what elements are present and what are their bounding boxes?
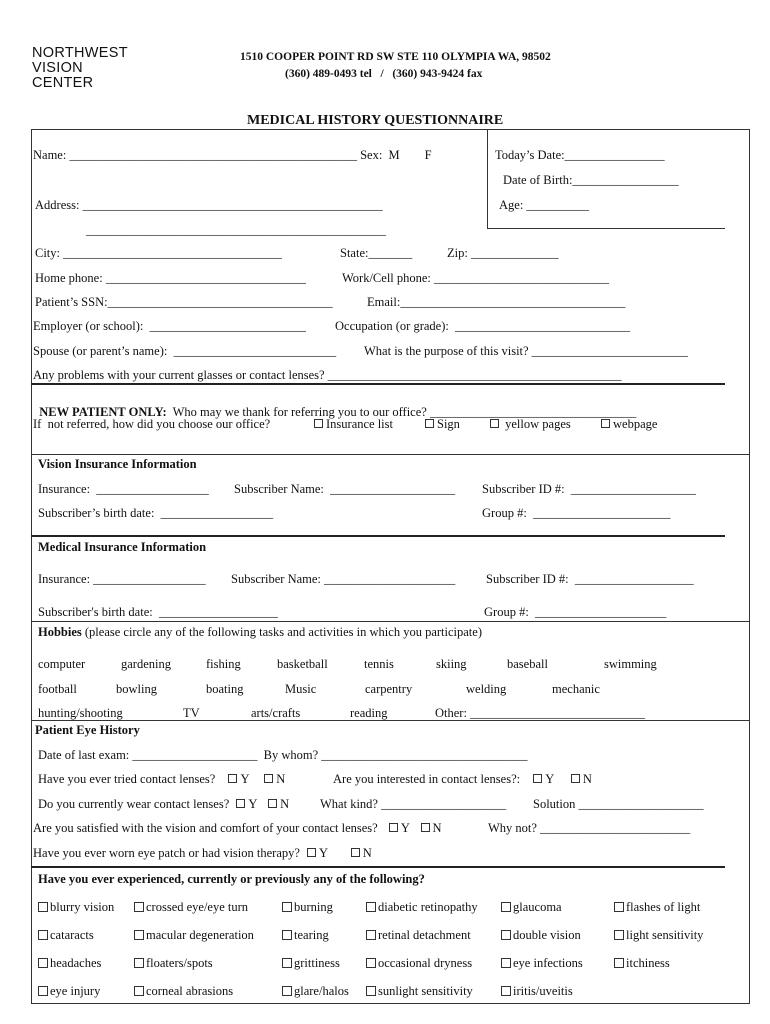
wear-contacts-question xyxy=(38,798,289,811)
home-phone-field[interactable]: Home phone: ________________________________ xyxy=(35,271,306,285)
checkbox-icon[interactable] xyxy=(38,986,48,996)
hobby-option[interactable]: skiing xyxy=(436,657,467,671)
yes-option[interactable] xyxy=(228,772,249,786)
condition-checkbox[interactable] xyxy=(134,957,213,970)
condition-label: cataracts xyxy=(50,928,94,942)
condition-checkbox[interactable] xyxy=(282,929,329,942)
satisfied-question xyxy=(33,822,442,835)
hobbies-instructions: (please circle any of the following tasks and activities in which you participate) xyxy=(81,625,482,639)
checkbox-icon[interactable] xyxy=(134,986,144,996)
question-text: Are you satisfied with the vision and comfort of your contact lenses? xyxy=(33,821,378,835)
no-label: N xyxy=(582,772,592,786)
condition-checkbox[interactable] xyxy=(501,985,573,998)
condition-label: burning xyxy=(294,900,333,914)
hobby-option[interactable]: mechanic xyxy=(552,682,600,696)
checkbox-icon[interactable] xyxy=(366,902,376,912)
yes-label: Y xyxy=(545,772,554,786)
checkbox-icon[interactable] xyxy=(571,774,580,783)
checkbox-icon[interactable] xyxy=(134,902,144,912)
eye-history-heading: Patient Eye History xyxy=(35,723,140,737)
checkbox-icon[interactable] xyxy=(268,799,277,808)
frame-left xyxy=(31,129,32,1003)
zip-field[interactable]: Zip: ______________ xyxy=(447,246,559,260)
condition-checkbox[interactable] xyxy=(38,957,101,970)
question-text: Have you ever tried contact lenses? xyxy=(38,772,216,786)
checkbox-icon[interactable] xyxy=(134,930,144,940)
state-field[interactable]: State:_______ xyxy=(340,246,413,260)
no-option[interactable] xyxy=(268,797,289,811)
checkbox-icon[interactable] xyxy=(389,823,398,832)
yes-option[interactable] xyxy=(389,821,410,835)
checkbox-icon[interactable] xyxy=(614,958,624,968)
checkbox-icon[interactable] xyxy=(38,930,48,940)
hobby-option[interactable]: football xyxy=(38,682,77,696)
employer-field[interactable]: Employer (or school): _________________________ xyxy=(33,319,306,333)
checkbox-icon[interactable] xyxy=(366,958,376,968)
checkbox-icon[interactable] xyxy=(228,774,237,783)
date-box-left xyxy=(487,129,488,229)
checkbox-icon[interactable] xyxy=(614,930,624,940)
condition-checkbox[interactable] xyxy=(614,901,700,914)
logo xyxy=(32,46,128,91)
hobby-option[interactable]: bowling xyxy=(116,682,157,696)
section-divider xyxy=(31,621,749,622)
option-insurance-list[interactable] xyxy=(314,418,393,431)
question-text: Do you currently wear contact lenses? xyxy=(38,797,230,811)
yes-option[interactable] xyxy=(307,846,328,860)
condition-label: glaucoma xyxy=(513,900,562,914)
no-label: N xyxy=(432,821,442,835)
checkbox-icon[interactable] xyxy=(38,902,48,912)
no-option[interactable] xyxy=(421,821,442,835)
condition-label: corneal abrasions xyxy=(146,984,234,998)
condition-label: eye infections xyxy=(513,956,583,970)
hobbies-heading xyxy=(38,626,482,639)
medical-insurance-heading: Medical Insurance Information xyxy=(38,540,207,554)
yes-option[interactable] xyxy=(236,797,257,811)
form-title: MEDICAL HISTORY QUESTIONNAIRE xyxy=(247,113,504,128)
checkbox-icon[interactable] xyxy=(501,930,511,940)
condition-checkbox[interactable] xyxy=(366,957,472,970)
hobby-option[interactable]: swimming xyxy=(604,657,657,671)
yes-label: Y xyxy=(240,772,250,786)
condition-label: flashes of light xyxy=(626,900,701,914)
option-sign[interactable] xyxy=(425,418,460,431)
hobby-option[interactable]: TV xyxy=(183,706,200,720)
condition-checkbox[interactable] xyxy=(282,985,349,998)
new-patient-label: NEW PATIENT ONLY: xyxy=(39,404,167,419)
checkbox-icon[interactable] xyxy=(601,419,610,428)
question-text: Are you interested in contact lenses?: xyxy=(333,772,521,786)
logo-line: CENTER xyxy=(32,75,94,91)
option-label: Sign xyxy=(437,417,460,431)
referral-choice-question: If not referred, how did you choose our office? xyxy=(33,417,271,431)
medical-insurance-field[interactable]: Insurance: __________________ xyxy=(38,572,206,586)
condition-label: crossed eye/eye turn xyxy=(146,900,249,914)
frame-right xyxy=(749,129,750,1003)
checkbox-icon[interactable] xyxy=(425,419,434,428)
work-phone-field[interactable]: Work/Cell phone: ____________________________ xyxy=(342,271,610,285)
medical-group-field[interactable]: Group #: _____________________ xyxy=(484,605,667,619)
hobby-other-field[interactable]: Other: ____________________________ xyxy=(435,706,646,720)
section-divider xyxy=(31,383,725,385)
checkbox-icon[interactable] xyxy=(236,799,245,808)
last-exam-field[interactable]: Date of last exam: ____________________ By whom? _________________________________ xyxy=(38,748,528,762)
condition-label: tearing xyxy=(294,928,329,942)
checkbox-icon[interactable] xyxy=(366,930,376,940)
checkbox-icon[interactable] xyxy=(501,986,511,996)
hobby-option[interactable]: welding xyxy=(466,682,507,696)
tried-contacts-question xyxy=(38,773,285,786)
glasses-problems-field[interactable]: Any problems with your current glasses or contact lenses? _______________________________________________ xyxy=(33,368,622,382)
checkbox-icon[interactable] xyxy=(314,419,323,428)
checkbox-icon[interactable] xyxy=(282,986,292,996)
condition-checkbox[interactable] xyxy=(38,929,94,942)
logo-line: VISION xyxy=(32,60,83,76)
hobby-option[interactable]: Music xyxy=(285,682,317,696)
checkbox-icon[interactable] xyxy=(38,958,48,968)
yes-label: Y xyxy=(248,797,257,811)
no-label: N xyxy=(362,846,372,860)
section-divider xyxy=(31,454,749,455)
checkbox-icon[interactable] xyxy=(501,902,511,912)
checkbox-icon[interactable] xyxy=(307,848,316,857)
checkbox-icon[interactable] xyxy=(501,958,511,968)
hobby-option[interactable]: computer xyxy=(38,657,86,671)
condition-checkbox[interactable] xyxy=(38,901,114,914)
hobby-option[interactable]: arts/crafts xyxy=(251,706,301,720)
condition-checkbox[interactable] xyxy=(614,929,703,942)
date-box-bottom xyxy=(487,228,725,229)
medical-subscriber-id-field[interactable]: Subscriber ID #: ___________________ xyxy=(486,572,694,586)
checkbox-icon[interactable] xyxy=(421,823,430,832)
ssn-field[interactable]: Patient’s SSN:____________________________________ xyxy=(35,295,333,309)
checkbox-icon[interactable] xyxy=(282,958,292,968)
checkbox-icon[interactable] xyxy=(614,902,624,912)
medical-subscriber-field[interactable]: Subscriber Name: _____________________ xyxy=(231,572,456,586)
referral-question xyxy=(33,393,636,418)
condition-label: blurry vision xyxy=(50,900,115,914)
city-field[interactable]: City: ___________________________________ xyxy=(35,246,282,260)
clinic-phones: (360) 489-0493 tel / (360) 943-9424 fax xyxy=(285,68,483,80)
dob-field[interactable]: Date of Birth:_________________ xyxy=(503,173,679,187)
hobby-option[interactable]: baseball xyxy=(507,657,548,671)
interested-contacts-question xyxy=(333,773,592,786)
hobby-option[interactable]: tennis xyxy=(364,657,394,671)
option-label: webpage xyxy=(613,417,658,431)
condition-label: headaches xyxy=(50,956,102,970)
hobby-option[interactable]: fishing xyxy=(206,657,241,671)
vision-birth-field[interactable]: Subscriber’s birth date: __________________ xyxy=(38,506,274,520)
question-text: Have you ever worn eye patch or had vision therapy? xyxy=(33,846,300,860)
spouse-field[interactable]: Spouse (or parent’s name): __________________________ xyxy=(33,344,337,358)
no-label: N xyxy=(276,772,286,786)
condition-label: eye injury xyxy=(50,984,101,998)
option-label: yellow pages xyxy=(505,417,571,431)
option-webpage[interactable] xyxy=(601,418,657,431)
checkbox-icon[interactable] xyxy=(134,958,144,968)
condition-label: retinal detachment xyxy=(378,928,471,942)
condition-checkbox[interactable] xyxy=(366,985,473,998)
condition-label: itchiness xyxy=(626,956,670,970)
condition-label: floaters/spots xyxy=(146,956,213,970)
conditions-heading: Have you ever experienced, currently or previously any of the following? xyxy=(38,872,425,886)
condition-checkbox[interactable] xyxy=(134,985,233,998)
condition-label: occasional dryness xyxy=(378,956,473,970)
hobby-option[interactable]: gardening xyxy=(121,657,171,671)
condition-label: grittiness xyxy=(294,956,340,970)
section-divider xyxy=(31,535,725,537)
referral-field[interactable]: Who may we thank for referring you to our office? _________________________________ xyxy=(166,404,637,419)
hobby-option[interactable]: hunting/shooting xyxy=(38,706,123,720)
frame-top xyxy=(31,129,749,130)
condition-checkbox[interactable] xyxy=(501,901,562,914)
hobby-option[interactable]: basketball xyxy=(277,657,328,671)
condition-checkbox[interactable] xyxy=(366,929,471,942)
condition-label: diabetic retinopathy xyxy=(378,900,478,914)
vision-subscriber-id-field[interactable]: Subscriber ID #: ____________________ xyxy=(482,482,696,496)
condition-checkbox[interactable] xyxy=(282,957,340,970)
no-option[interactable] xyxy=(264,772,285,786)
contact-solution-field[interactable]: Solution ____________________ xyxy=(533,797,704,811)
checkbox-icon[interactable] xyxy=(282,902,292,912)
occupation-field[interactable]: Occupation (or grade): ____________________________ xyxy=(335,319,631,333)
option-yellow-pages[interactable] xyxy=(490,418,571,431)
name-field[interactable]: Name: ______________________________________________ Sex: M F xyxy=(33,148,432,162)
section-divider xyxy=(31,866,725,868)
why-not-field[interactable]: Why not? ________________________ xyxy=(488,821,691,835)
checkbox-icon[interactable] xyxy=(366,986,376,996)
hobby-option[interactable]: reading xyxy=(350,706,388,720)
hobby-option[interactable]: boating xyxy=(206,682,244,696)
condition-label: macular degeneration xyxy=(146,928,254,942)
age-field[interactable]: Age: __________ xyxy=(499,198,589,212)
visit-purpose-field[interactable]: What is the purpose of this visit? _________________________ xyxy=(364,344,688,358)
yes-label: Y xyxy=(400,821,410,835)
yes-option[interactable] xyxy=(533,772,554,786)
yes-label: Y xyxy=(319,846,328,860)
checkbox-icon[interactable] xyxy=(351,848,360,857)
hobby-option[interactable]: carpentry xyxy=(365,682,413,696)
condition-checkbox[interactable] xyxy=(134,929,254,942)
vision-insurance-field[interactable]: Insurance: __________________ xyxy=(38,482,209,496)
checkbox-icon[interactable] xyxy=(533,774,542,783)
contact-kind-field[interactable]: What kind? ____________________ xyxy=(320,797,507,811)
hobbies-label: Hobbies xyxy=(38,625,82,639)
address-field[interactable]: Address: ________________________________________________ xyxy=(35,198,383,212)
vision-subscriber-field[interactable]: Subscriber Name: ____________________ xyxy=(234,482,456,496)
no-option[interactable] xyxy=(571,772,592,786)
checkbox-icon[interactable] xyxy=(264,774,273,783)
frame-bottom xyxy=(31,1003,750,1004)
condition-checkbox[interactable] xyxy=(366,901,478,914)
condition-label: light sensitivity xyxy=(626,928,704,942)
condition-checkbox[interactable] xyxy=(501,929,581,942)
medical-birth-field[interactable]: Subscriber's birth date: ___________________ xyxy=(38,605,278,619)
condition-checkbox[interactable] xyxy=(282,901,333,914)
address-line2-field[interactable]: ________________________________________________ xyxy=(86,223,386,237)
condition-label: sunlight sensitivity xyxy=(378,984,473,998)
vision-insurance-heading: Vision Insurance Information xyxy=(38,457,197,471)
option-label: Insurance list xyxy=(326,417,393,431)
section-divider xyxy=(31,720,749,721)
condition-label: glare/halos xyxy=(294,984,349,998)
checkbox-icon[interactable] xyxy=(282,930,292,940)
logo-line: NORTHWEST xyxy=(32,45,128,61)
condition-checkbox[interactable] xyxy=(501,957,583,970)
condition-checkbox[interactable] xyxy=(134,901,248,914)
condition-checkbox[interactable] xyxy=(38,985,100,998)
checkbox-icon[interactable] xyxy=(490,419,499,428)
email-field[interactable]: Email:____________________________________ xyxy=(367,295,626,309)
condition-label: double vision xyxy=(513,928,581,942)
todays-date-field[interactable]: Today’s Date:________________ xyxy=(495,148,665,162)
no-option[interactable] xyxy=(351,846,372,860)
condition-label: iritis/uveitis xyxy=(513,984,573,998)
vision-group-field[interactable]: Group #: ______________________ xyxy=(482,506,671,520)
no-label: N xyxy=(280,797,290,811)
eye-patch-question xyxy=(33,847,372,860)
clinic-address: 1510 COOPER POINT RD SW STE 110 OLYMPIA WA, 98502 xyxy=(240,51,551,63)
condition-checkbox[interactable] xyxy=(614,957,670,970)
